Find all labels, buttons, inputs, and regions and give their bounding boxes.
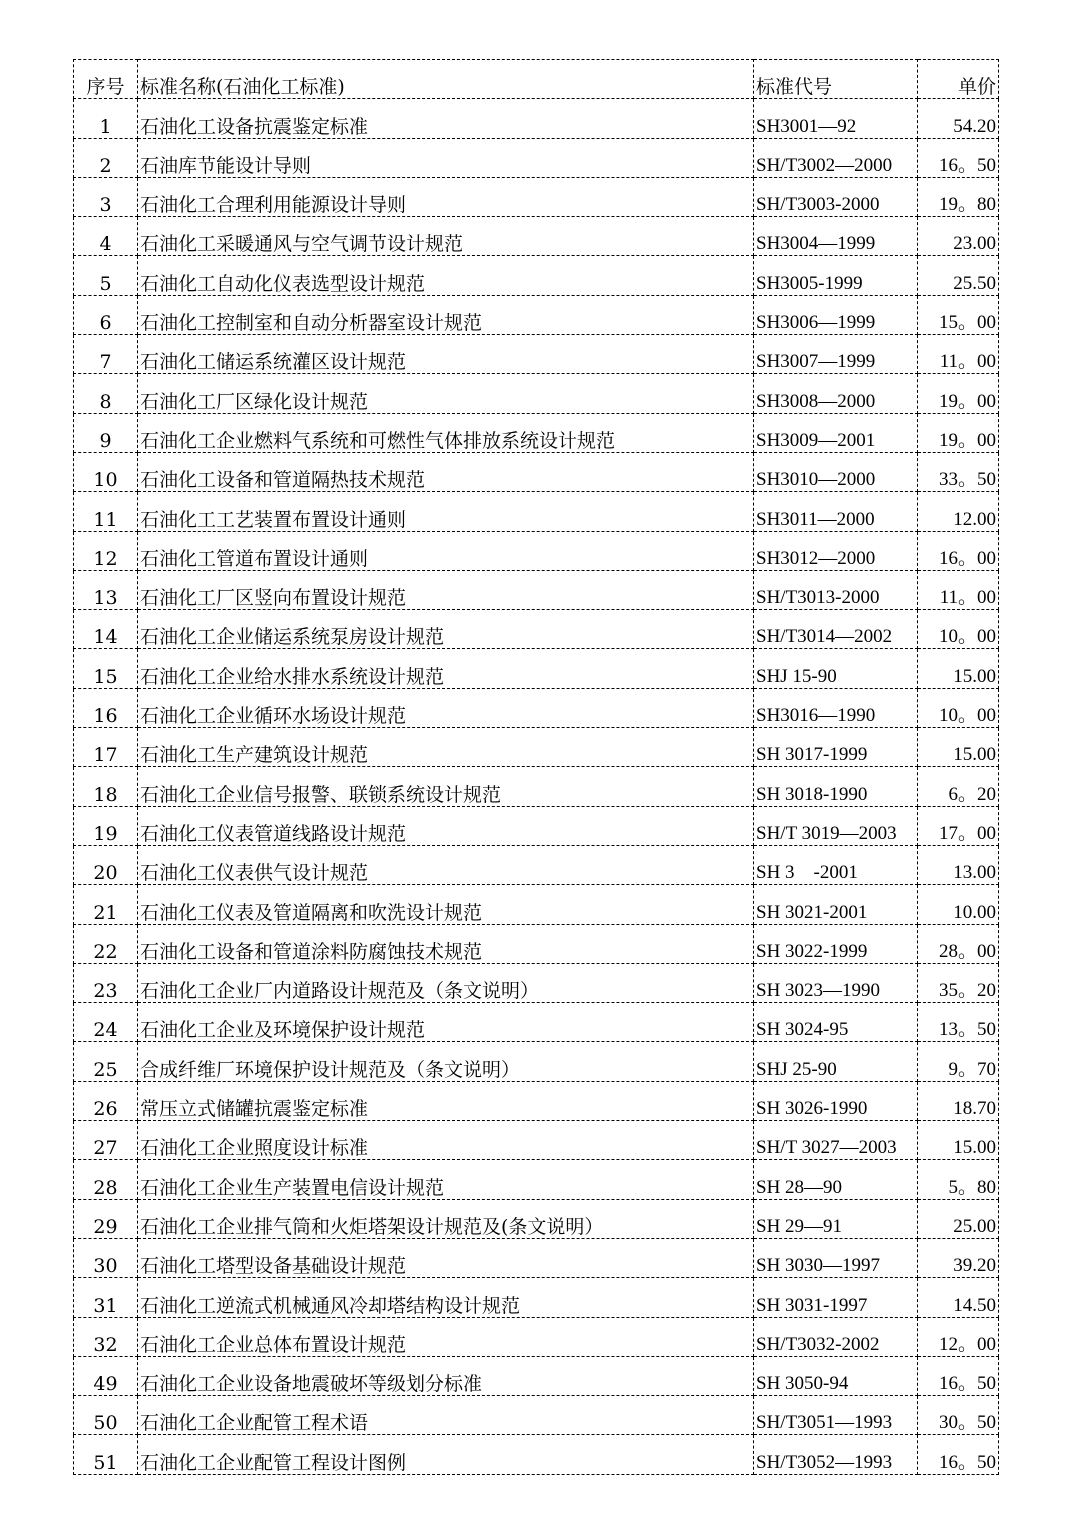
row-code: SH 3024-95 xyxy=(754,1003,918,1042)
row-no: 20 xyxy=(74,845,138,884)
table-row xyxy=(74,177,999,216)
standards-table-body xyxy=(74,60,999,1475)
row-price: 15.00 xyxy=(918,649,999,688)
table-row xyxy=(74,1356,999,1395)
row-code: SH 3030—1997 xyxy=(754,1238,918,1277)
table-row xyxy=(74,531,999,570)
row-no: 3 xyxy=(74,177,138,216)
row-name: 石油化工企业及环境保护设计规范 xyxy=(138,1003,754,1042)
row-name: 石油化工逆流式机械通风冷却塔结构设计规范 xyxy=(138,1278,754,1317)
row-name: 石油化工控制室和自动分析器室设计规范 xyxy=(138,295,754,334)
table-row xyxy=(74,138,999,177)
row-no: 49 xyxy=(74,1356,138,1395)
row-no: 2 xyxy=(74,138,138,177)
table-row xyxy=(74,649,999,688)
row-no: 24 xyxy=(74,1003,138,1042)
row-code: SH 3 -2001 xyxy=(754,845,918,884)
row-code: SH 3026-1990 xyxy=(754,1081,918,1120)
table-row xyxy=(74,295,999,334)
table-row xyxy=(74,728,999,767)
row-no: 30 xyxy=(74,1238,138,1277)
row-name: 石油化工企业信号报警、联锁系统设计规范 xyxy=(138,767,754,806)
row-name: 石油化工管道布置设计通则 xyxy=(138,531,754,570)
row-price: 14.50 xyxy=(918,1278,999,1317)
row-name: 石油化工企业给水排水系统设计规范 xyxy=(138,649,754,688)
row-code: SH/T3002—2000 xyxy=(754,138,918,177)
row-price: 9。70 xyxy=(918,1042,999,1081)
header-row xyxy=(74,60,999,99)
row-no: 17 xyxy=(74,728,138,767)
row-no: 5 xyxy=(74,256,138,295)
row-code: SH3001—92 xyxy=(754,99,918,138)
table-row xyxy=(74,1003,999,1042)
row-price: 12.00 xyxy=(918,492,999,531)
row-no: 31 xyxy=(74,1278,138,1317)
row-code: SH3011—2000 xyxy=(754,492,918,531)
table-row xyxy=(74,452,999,491)
table-row xyxy=(74,1278,999,1317)
row-no: 27 xyxy=(74,1121,138,1160)
row-no: 50 xyxy=(74,1396,138,1435)
row-code: SH 3018-1990 xyxy=(754,767,918,806)
row-no: 15 xyxy=(74,649,138,688)
row-code: SH/T3003-2000 xyxy=(754,177,918,216)
header-no: 序号 xyxy=(74,60,138,99)
row-name: 石油化工储运系统灌区设计规范 xyxy=(138,335,754,374)
row-code: SH3008—2000 xyxy=(754,374,918,413)
row-price: 16。00 xyxy=(918,531,999,570)
row-price: 13。50 xyxy=(918,1003,999,1042)
row-price: 16。50 xyxy=(918,1356,999,1395)
row-name: 石油化工工艺装置布置设计通则 xyxy=(138,492,754,531)
row-price: 15.00 xyxy=(918,1121,999,1160)
table-row xyxy=(74,806,999,845)
row-name: 石油化工企业厂内道路设计规范及（条文说明） xyxy=(138,963,754,1002)
row-name: 常压立式储罐抗震鉴定标准 xyxy=(138,1081,754,1120)
row-price: 17。00 xyxy=(918,806,999,845)
table-row xyxy=(74,963,999,1002)
row-name: 石油化工自动化仪表选型设计规范 xyxy=(138,256,754,295)
row-code: SH 3050-94 xyxy=(754,1356,918,1395)
row-no: 8 xyxy=(74,374,138,413)
table-row xyxy=(74,688,999,727)
row-name: 石油化工企业生产装置电信设计规范 xyxy=(138,1160,754,1199)
row-name: 石油化工设备和管道隔热技术规范 xyxy=(138,452,754,491)
row-price: 12。00 xyxy=(918,1317,999,1356)
row-price: 30。50 xyxy=(918,1396,999,1435)
row-price: 28。00 xyxy=(918,924,999,963)
row-no: 11 xyxy=(74,492,138,531)
row-price: 6。20 xyxy=(918,767,999,806)
row-name: 石油化工厂区竖向布置设计规范 xyxy=(138,570,754,609)
row-price: 33。50 xyxy=(918,452,999,491)
row-no: 22 xyxy=(74,924,138,963)
row-name: 石油化工企业照度设计标准 xyxy=(138,1121,754,1160)
row-no: 29 xyxy=(74,1199,138,1238)
row-name: 石油化工企业储运系统泵房设计规范 xyxy=(138,610,754,649)
row-name: 石油化工采暖通风与空气调节设计规范 xyxy=(138,217,754,256)
row-price: 23.00 xyxy=(918,217,999,256)
table-row xyxy=(74,1199,999,1238)
row-price: 10.00 xyxy=(918,885,999,924)
row-no: 25 xyxy=(74,1042,138,1081)
row-price: 13.00 xyxy=(918,845,999,884)
table-row xyxy=(74,335,999,374)
table-row xyxy=(74,1396,999,1435)
row-price: 11。00 xyxy=(918,335,999,374)
row-no: 18 xyxy=(74,767,138,806)
row-code: SH/T3051—1993 xyxy=(754,1396,918,1435)
row-name: 石油化工生产建筑设计规范 xyxy=(138,728,754,767)
row-code: SH 3022-1999 xyxy=(754,924,918,963)
row-name: 石油化工设备和管道涂料防腐蚀技术规范 xyxy=(138,924,754,963)
row-no: 26 xyxy=(74,1081,138,1120)
row-code: SH 3021-2001 xyxy=(754,885,918,924)
row-no: 21 xyxy=(74,885,138,924)
table-row xyxy=(74,570,999,609)
row-name: 石油化工企业设备地震破坏等级划分标准 xyxy=(138,1356,754,1395)
standards-table xyxy=(73,59,999,1475)
table-row xyxy=(74,374,999,413)
row-no: 32 xyxy=(74,1317,138,1356)
row-code: SH/T3014—2002 xyxy=(754,610,918,649)
row-name: 石油化工企业排气筒和火炬塔架设计规范及(条文说明） xyxy=(138,1199,754,1238)
table-row xyxy=(74,845,999,884)
row-name: 石油化工设备抗震鉴定标准 xyxy=(138,99,754,138)
row-name: 石油化工企业配管工程术语 xyxy=(138,1396,754,1435)
row-code: SH 3023—1990 xyxy=(754,963,918,1002)
table-row xyxy=(74,1317,999,1356)
row-no: 6 xyxy=(74,295,138,334)
row-code: SH 29—91 xyxy=(754,1199,918,1238)
row-price: 11。00 xyxy=(918,570,999,609)
row-price: 10。00 xyxy=(918,688,999,727)
row-price: 19。00 xyxy=(918,374,999,413)
header-name: 标准名称(石油化工标准) xyxy=(138,60,754,99)
row-code: SH/T3013-2000 xyxy=(754,570,918,609)
row-name: 石油化工仪表供气设计规范 xyxy=(138,845,754,884)
row-price: 15.00 xyxy=(918,728,999,767)
row-no: 16 xyxy=(74,688,138,727)
row-name: 石油化工仪表及管道隔离和吹洗设计规范 xyxy=(138,885,754,924)
row-code: SH3012—2000 xyxy=(754,531,918,570)
row-price: 19。00 xyxy=(918,413,999,452)
row-code: SH/T3052—1993 xyxy=(754,1435,918,1474)
row-code: SH3010—2000 xyxy=(754,452,918,491)
row-no: 9 xyxy=(74,413,138,452)
header-price: 单价 xyxy=(918,60,999,99)
row-code: SH3007—1999 xyxy=(754,335,918,374)
row-code: SHJ 25-90 xyxy=(754,1042,918,1081)
table-row xyxy=(74,1081,999,1120)
row-code: SH/T 3027—2003 xyxy=(754,1121,918,1160)
row-price: 25.00 xyxy=(918,1199,999,1238)
row-code: SH3016—1990 xyxy=(754,688,918,727)
table-row xyxy=(74,1121,999,1160)
row-no: 14 xyxy=(74,610,138,649)
table-row xyxy=(74,1042,999,1081)
table-row xyxy=(74,924,999,963)
row-no: 10 xyxy=(74,452,138,491)
row-code: SH3005-1999 xyxy=(754,256,918,295)
row-name: 石油化工企业总体布置设计规范 xyxy=(138,1317,754,1356)
row-name: 合成纤维厂环境保护设计规范及（条文说明） xyxy=(138,1042,754,1081)
row-no: 51 xyxy=(74,1435,138,1474)
row-price: 16。50 xyxy=(918,1435,999,1474)
row-name: 石油库节能设计导则 xyxy=(138,138,754,177)
row-code: SH 3031-1997 xyxy=(754,1278,918,1317)
row-name: 石油化工仪表管道线路设计规范 xyxy=(138,806,754,845)
row-code: SH 28—90 xyxy=(754,1160,918,1199)
row-price: 39.20 xyxy=(918,1238,999,1277)
row-code: SH3004—1999 xyxy=(754,217,918,256)
table-row xyxy=(74,610,999,649)
row-name: 石油化工企业配管工程设计图例 xyxy=(138,1435,754,1474)
row-no: 4 xyxy=(74,217,138,256)
row-name: 石油化工厂区绿化设计规范 xyxy=(138,374,754,413)
row-name: 石油化工企业循环水场设计规范 xyxy=(138,688,754,727)
row-name: 石油化工合理利用能源设计导则 xyxy=(138,177,754,216)
header-code: 标准代号 xyxy=(754,60,918,99)
row-price: 10。00 xyxy=(918,610,999,649)
row-price: 54.20 xyxy=(918,99,999,138)
row-no: 19 xyxy=(74,806,138,845)
table-row xyxy=(74,1238,999,1277)
row-name: 石油化工塔型设备基础设计规范 xyxy=(138,1238,754,1277)
table-row xyxy=(74,217,999,256)
row-price: 19。80 xyxy=(918,177,999,216)
row-no: 23 xyxy=(74,963,138,1002)
table-row xyxy=(74,1435,999,1474)
table-row xyxy=(74,492,999,531)
row-code: SHJ 15-90 xyxy=(754,649,918,688)
table-row xyxy=(74,1160,999,1199)
row-no: 1 xyxy=(74,99,138,138)
row-code: SH 3017-1999 xyxy=(754,728,918,767)
row-no: 13 xyxy=(74,570,138,609)
row-code: SH3006—1999 xyxy=(754,295,918,334)
table-row xyxy=(74,413,999,452)
row-no: 7 xyxy=(74,335,138,374)
row-price: 35。20 xyxy=(918,963,999,1002)
row-price: 15。00 xyxy=(918,295,999,334)
row-no: 28 xyxy=(74,1160,138,1199)
row-code: SH3009—2001 xyxy=(754,413,918,452)
row-price: 25.50 xyxy=(918,256,999,295)
row-code: SH/T 3019—2003 xyxy=(754,806,918,845)
row-price: 18.70 xyxy=(918,1081,999,1120)
row-name: 石油化工企业燃料气系统和可燃性气体排放系统设计规范 xyxy=(138,413,754,452)
row-code: SH/T3032-2002 xyxy=(754,1317,918,1356)
row-price: 16。50 xyxy=(918,138,999,177)
table-row xyxy=(74,767,999,806)
table-row xyxy=(74,885,999,924)
table-row xyxy=(74,99,999,138)
table-row xyxy=(74,256,999,295)
row-no: 12 xyxy=(74,531,138,570)
row-price: 5。80 xyxy=(918,1160,999,1199)
